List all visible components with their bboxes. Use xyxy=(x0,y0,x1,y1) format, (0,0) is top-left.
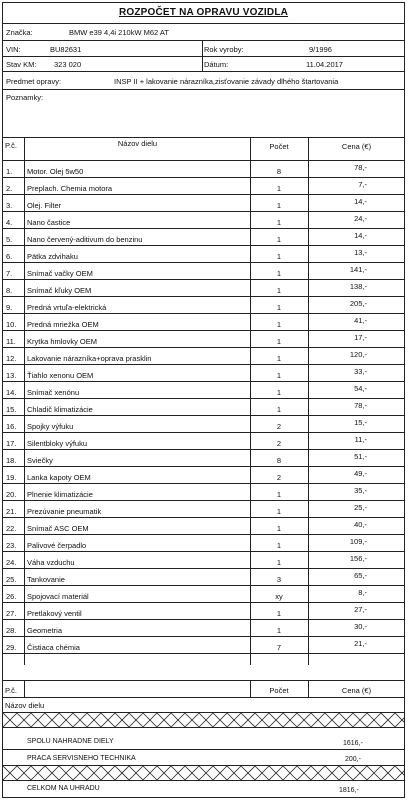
column-line xyxy=(24,137,25,665)
part-price: 33,- xyxy=(354,367,367,376)
part-quantity: 1 xyxy=(276,524,282,533)
parts-total-value: 1616,- xyxy=(343,740,363,747)
part-quantity: 1 xyxy=(276,541,282,550)
row-number: 26. xyxy=(6,592,17,601)
table-row xyxy=(3,365,404,382)
row-number: 10. xyxy=(6,320,17,329)
part-price: 54,- xyxy=(354,384,367,393)
column-line xyxy=(250,680,251,697)
part-price: 205,- xyxy=(349,299,367,308)
part-name: Sviečky xyxy=(27,456,53,465)
part-quantity: 1 xyxy=(276,609,282,618)
table-row xyxy=(3,399,404,416)
divider xyxy=(3,137,404,138)
part-name: Silentbloky výfuku xyxy=(27,439,88,448)
part-quantity: 1 xyxy=(276,626,282,635)
part-price: 7,- xyxy=(358,180,367,189)
brand-value: BMW e39 4,4i 210kW M62 AT xyxy=(69,28,169,37)
table-row xyxy=(3,382,404,399)
table-row xyxy=(3,450,404,467)
part-price: 141,- xyxy=(349,265,367,274)
part-name: Spojovací materiál xyxy=(27,592,89,601)
part-name: Krytka hmlovky OEM xyxy=(27,337,98,346)
row-number: 2. xyxy=(6,184,13,193)
table-row xyxy=(3,348,404,365)
year-value: 9/1996 xyxy=(309,45,332,54)
row-number: 11. xyxy=(6,337,16,346)
part-name: Snímač xenónu xyxy=(27,388,80,397)
hatched-empty-row xyxy=(3,713,404,727)
row-number: 29. xyxy=(6,643,17,652)
part-quantity: 1 xyxy=(276,235,282,244)
part-price: 120,- xyxy=(349,350,367,359)
part-quantity: 1 xyxy=(276,320,282,329)
km-label: Stav KM: xyxy=(6,60,37,69)
table-row xyxy=(3,161,404,178)
part-name: Snímač ASC OEM xyxy=(27,524,89,533)
brand-label: Značka: xyxy=(6,28,33,37)
part-price: 78,- xyxy=(354,401,367,410)
table-row xyxy=(3,246,404,263)
row-number: 20. xyxy=(6,490,17,499)
part-name: Pretlakový ventil xyxy=(27,609,82,618)
part-name: Chladič klimatizácie xyxy=(27,405,93,414)
table-row xyxy=(3,433,404,450)
part-price: 14,- xyxy=(354,231,367,240)
divider xyxy=(3,23,404,24)
part-quantity: 1 xyxy=(276,269,282,278)
part-name: Lakovanie nárazníka+oprava prasklin xyxy=(27,354,152,363)
vin-value: BU82631 xyxy=(50,45,82,54)
table-row xyxy=(3,552,404,569)
labor-header-price: Cena (€) xyxy=(341,686,372,695)
part-name: Lanka kapoty OEM xyxy=(27,473,91,482)
part-price: 49,- xyxy=(354,469,367,478)
part-price: 13,- xyxy=(354,248,367,257)
part-quantity: 1 xyxy=(276,218,282,227)
part-quantity: 1 xyxy=(276,354,282,363)
table-row xyxy=(3,416,404,433)
divider xyxy=(3,780,404,781)
parts-total-label: SPOLU NAHRADNE DIELY xyxy=(27,738,114,745)
row-number: 18. xyxy=(6,456,17,465)
part-name: Plnenie klimatizácie xyxy=(27,490,93,499)
labor-header-qty: Počet xyxy=(269,686,289,695)
info-column-divider xyxy=(202,40,203,71)
part-price: 109,- xyxy=(349,537,367,546)
subject-label: Predmet opravy: xyxy=(6,77,62,86)
row-number: 3. xyxy=(6,201,13,210)
divider xyxy=(3,89,404,90)
part-price: 138,- xyxy=(349,282,367,291)
table-row xyxy=(3,297,404,314)
part-price: 14,- xyxy=(354,197,367,206)
row-number: 17. xyxy=(6,439,17,448)
row-number: 27. xyxy=(6,609,17,618)
table-row xyxy=(3,484,404,501)
part-price: 17,- xyxy=(354,333,367,342)
table-row xyxy=(3,603,404,620)
part-name: Palivové čerpadlo xyxy=(27,541,87,550)
part-price: 78,- xyxy=(354,163,367,172)
part-name: Pätka zdvihaku xyxy=(27,252,78,261)
col-header-qty: Počet xyxy=(269,142,289,151)
part-name: Tankovanie xyxy=(27,575,65,584)
divider xyxy=(3,697,404,698)
part-quantity: 1 xyxy=(276,507,282,516)
part-quantity: 1 xyxy=(276,371,282,380)
labor-total-value: 200,- xyxy=(345,756,361,763)
table-row xyxy=(3,229,404,246)
row-number: 22. xyxy=(6,524,17,533)
part-quantity: 7 xyxy=(276,643,282,652)
row-number: 5. xyxy=(6,235,13,244)
labor-total-label: PRACA SERVISNEHO TECHNIKA xyxy=(27,755,136,762)
divider xyxy=(3,749,404,750)
part-quantity: 8 xyxy=(276,167,282,176)
part-name: Prezúvanie pneumatik xyxy=(27,507,102,516)
part-name: Snímač vačky OEM xyxy=(27,269,93,278)
part-name: Preplach. Chemia motora xyxy=(27,184,113,193)
part-quantity: 1 xyxy=(276,490,282,499)
table-row xyxy=(3,195,404,212)
part-quantity: 2 xyxy=(276,422,282,431)
divider xyxy=(3,71,404,72)
row-number: 23. xyxy=(6,541,17,550)
part-name: Nano častice xyxy=(27,218,71,227)
row-number: 24. xyxy=(6,558,17,567)
table-row xyxy=(3,263,404,280)
column-line xyxy=(24,680,25,697)
row-number: 21. xyxy=(6,507,17,516)
part-price: 24,- xyxy=(354,214,367,223)
part-name: Geometria xyxy=(27,626,63,635)
subject-value: INSP II + lakovanie nárazníka,zisťovanie závady dlhého štartovania xyxy=(114,77,339,86)
column-line xyxy=(308,680,309,697)
row-number: 9. xyxy=(6,303,13,312)
row-number: 4. xyxy=(6,218,13,227)
part-quantity: 1 xyxy=(276,388,282,397)
part-price: 8,- xyxy=(358,588,367,597)
row-number: 1. xyxy=(6,167,13,176)
row-number: 28. xyxy=(6,626,17,635)
table-row xyxy=(3,586,404,603)
part-name: Olej. Filter xyxy=(27,201,62,210)
labor-header-name: Názov dielu xyxy=(5,701,45,710)
part-quantity: 1 xyxy=(276,252,282,261)
part-name: Nano červený-aditivum do benzinu xyxy=(27,235,143,244)
part-name: Predná vrtuľa-elektrická xyxy=(27,303,107,312)
date-value: 11.04.2017 xyxy=(306,60,343,69)
table-row xyxy=(3,280,404,297)
part-price: 51,- xyxy=(354,452,367,461)
table-row xyxy=(3,501,404,518)
year-label: Rok vyroby: xyxy=(204,45,244,54)
part-price: 30,- xyxy=(354,622,367,631)
part-price: 27,- xyxy=(354,605,367,614)
table-row xyxy=(3,314,404,331)
vin-label: VIN: xyxy=(6,45,21,54)
table-row xyxy=(3,331,404,348)
row-number: 19. xyxy=(6,473,17,482)
table-row xyxy=(3,518,404,535)
col-header-name: Názov dielu xyxy=(117,139,158,148)
row-number: 6. xyxy=(6,252,13,261)
part-quantity: 1 xyxy=(276,303,282,312)
part-quantity: 1 xyxy=(276,201,282,210)
row-number: 7. xyxy=(6,269,13,278)
part-price: 21,- xyxy=(354,639,367,648)
part-price: 40,- xyxy=(354,520,367,529)
part-name: Motor. Olej 5w50 xyxy=(27,167,84,176)
row-number: 14. xyxy=(6,388,17,397)
row-number: 13. xyxy=(6,371,17,380)
hatched-empty-row xyxy=(3,766,404,780)
part-quantity: 1 xyxy=(276,558,282,567)
column-line xyxy=(308,137,309,665)
part-name: Spojky výfuku xyxy=(27,422,74,431)
part-quantity: 2 xyxy=(276,473,282,482)
part-quantity: 1 xyxy=(276,405,282,414)
date-label: Dátum: xyxy=(204,60,229,69)
notes-label: Poznamky: xyxy=(6,93,44,102)
row-number: 15. xyxy=(6,405,17,414)
divider xyxy=(3,727,404,728)
col-header-price: Cena (€) xyxy=(341,142,372,151)
divider xyxy=(3,680,404,681)
part-name: Snímač kľuky OEM xyxy=(27,286,92,295)
part-quantity: 3 xyxy=(276,575,282,584)
grand-total-value: 1816,- xyxy=(339,787,359,794)
table-row xyxy=(3,637,404,654)
col-header-pc: P.č. xyxy=(5,141,17,150)
estimate-sheet xyxy=(2,2,405,798)
part-price: 15,- xyxy=(354,418,367,427)
part-name: Čistiaca chémia xyxy=(27,643,80,652)
part-price: 156,- xyxy=(349,554,367,563)
document-title: ROZPOČET NA OPRAVU VOZIDLA xyxy=(118,7,289,18)
row-number: 25. xyxy=(6,575,17,584)
part-quantity: 1 xyxy=(276,286,282,295)
divider xyxy=(3,40,404,41)
part-price: 65,- xyxy=(354,571,367,580)
divider xyxy=(3,56,404,57)
part-name: Ťiahlo xenonu OEM xyxy=(27,371,94,380)
table-row xyxy=(3,569,404,586)
column-line xyxy=(250,137,251,665)
table-row xyxy=(3,467,404,484)
part-name: Predná mriežka OEM xyxy=(27,320,99,329)
labor-header-pc: P.č. xyxy=(5,686,17,695)
grand-total-label: CELKOM NA UHRADU xyxy=(27,785,100,792)
row-number: 8. xyxy=(6,286,13,295)
row-number: 12. xyxy=(6,354,17,363)
row-number: 16. xyxy=(6,422,17,431)
part-quantity: 1 xyxy=(276,337,282,346)
part-name: Váha vzduchu xyxy=(27,558,75,567)
km-value: 323 020 xyxy=(54,60,82,69)
table-row xyxy=(3,178,404,195)
part-price: 25,- xyxy=(354,503,367,512)
part-quantity: 2 xyxy=(276,439,282,448)
part-quantity: 8 xyxy=(276,456,282,465)
table-row xyxy=(3,620,404,637)
part-price: 11,- xyxy=(354,435,367,444)
table-row xyxy=(3,212,404,229)
part-price: 35,- xyxy=(354,486,367,495)
part-quantity: 1 xyxy=(276,184,282,193)
part-quantity: xy xyxy=(275,592,283,601)
table-row xyxy=(3,535,404,552)
part-price: 41,- xyxy=(354,316,367,325)
